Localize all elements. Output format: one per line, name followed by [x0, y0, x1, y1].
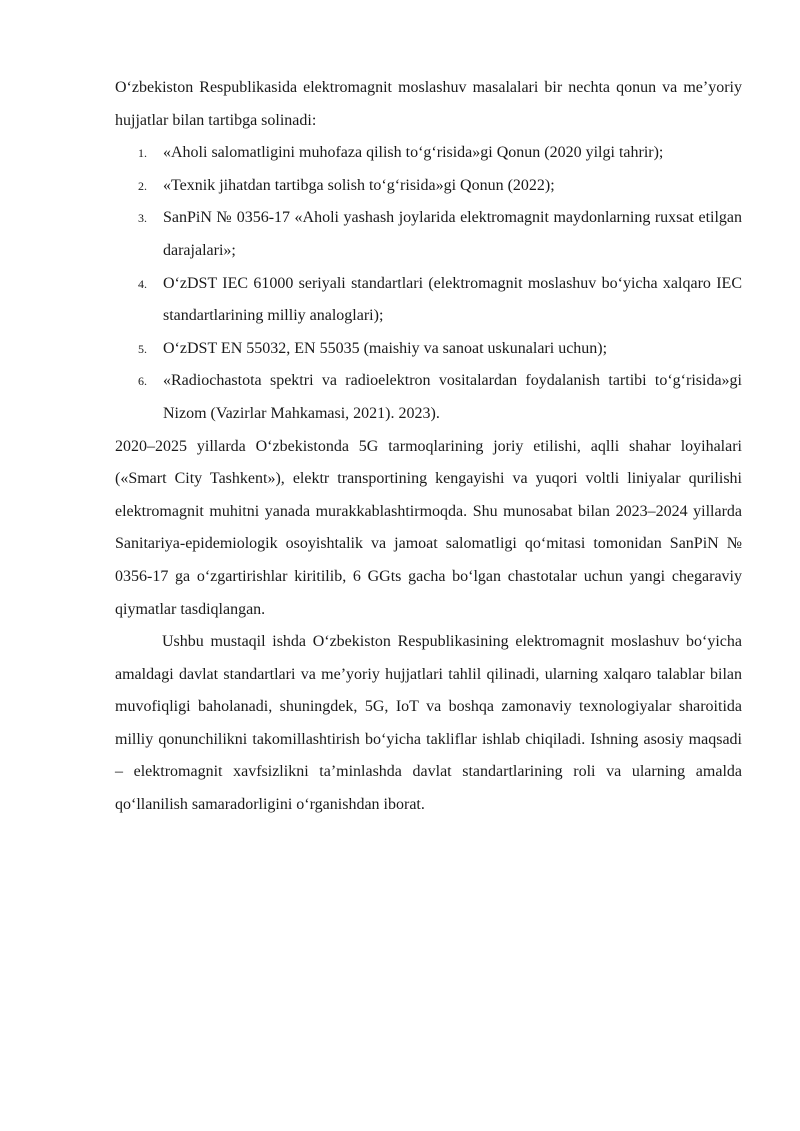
- list-item: [115, 333, 742, 366]
- regulation-list: [115, 137, 742, 430]
- list-item: [115, 365, 742, 430]
- list-item-text: «Aholi salomatligini muhofaza qilish to‘g‘risida»gi Qonun (2020 yilgi tahrir);: [163, 144, 664, 162]
- list-item-number: 1.: [138, 146, 147, 161]
- list-item: [115, 268, 742, 333]
- intro-paragraph: O‘zbekiston Respublikasida elektromagnit moslashuv masalalari bir nechta qonun va me’yoriy hujjatlar bilan tartibga solinadi:: [115, 79, 742, 129]
- list-item-text: SanPiN № 0356-17 «Aholi yashash joylarida elektromagnit maydonlarning ruxsat etilgan darajalari»;: [163, 209, 742, 259]
- body-paragraph-3: Ushbu mustaqil ishda O‘zbekiston Respublikasining elektromagnit moslashuv bo‘yicha amaldagi davlat standartlari va me’yoriy hujjatlari tahlil qilinadi, ularning xalqaro talablar bilan muvofiqligi baholanadi, shuningdek, 5G, IoT va boshqa zamonaviy texnologiyalar sharoitida milliy qonunchilikni takomillashtirish bo‘yicha takliflar ishlab chiqiladi. Ishning asosiy maqsadi – elektromagnit xavfsizlikni ta’minlashda davlat standartlarining roli va ularning amalda qo‘llanilish samaradorligini o‘rganishdan iborat.: [115, 633, 742, 814]
- list-item: [115, 137, 742, 170]
- list-item-number: 5.: [138, 341, 147, 356]
- list-item-text: O‘zDST IEC 61000 seriyali standartlari (elektromagnit moslashuv bo‘yicha xalqaro IEC standartlarining milliy analoglari);: [163, 274, 742, 325]
- document-page: [115, 72, 742, 822]
- list-item-number: 2.: [138, 178, 147, 193]
- list-item: [115, 202, 742, 267]
- list-item-text: O‘zDST EN 55032, EN 55035 (maishiy va sanoat uskunalari uchun);: [163, 339, 608, 357]
- list-item-number: 4.: [138, 276, 147, 291]
- list-item-number: 6.: [138, 374, 147, 389]
- list-item-text: «Radiochastota spektri va radioelektron vositalardan foydalanish tartibi to‘g‘risida»gi Nizom (Vazirlar Mahkamasi, 2021). 2023).: [163, 372, 742, 422]
- list-item-text: «Texnik jihatdan tartibga solish to‘g‘risida»gi Qonun (2022);: [163, 176, 555, 194]
- list-item-number: 3.: [138, 211, 147, 226]
- body-paragraph-2: 2020–2025 yillarda O‘zbekistonda 5G tarmoqlarining joriy etilishi, aqlli shahar loyihalari («Smart City Tashkent»), elektr transportining kengayishi va yuqori voltli liniyalar qurilishi elektromagnit muhitni yanada murakkablashtirmoqda. Shu munosabat bilan 2023–2024 yillarda Sanitariya-epidemiologik osoyishtalik va jamoat salomatligi qo‘mitasi tomonidan SanPiN № 0356-17 ga o‘zgartirishlar kiritilib, 6 GGts gacha bo‘lgan chastotalar uchun yangi chegaraviy qiymatlar tasdiqlangan.: [115, 437, 742, 618]
- list-item: [115, 170, 742, 203]
